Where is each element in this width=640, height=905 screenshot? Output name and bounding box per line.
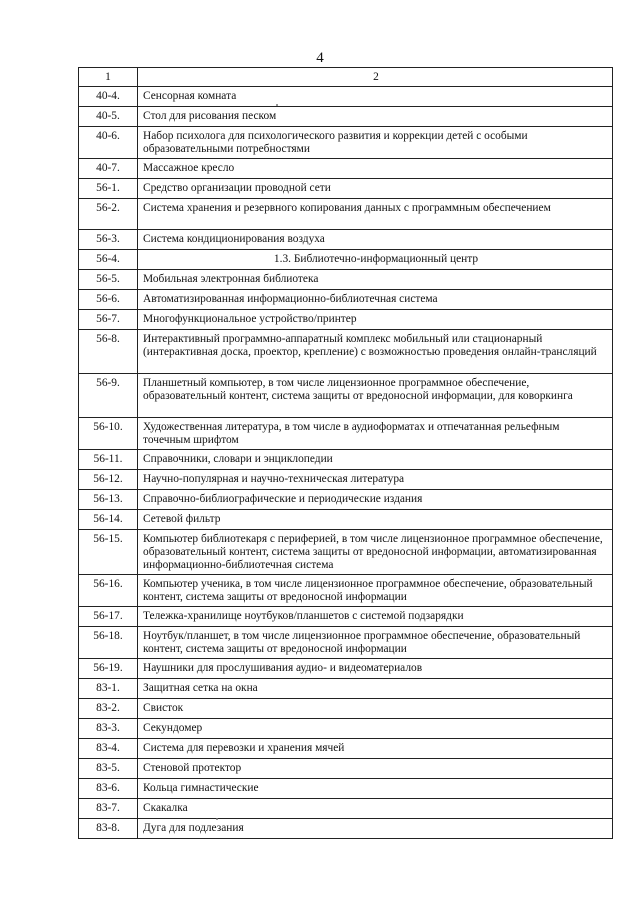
row-number: 83-1.: [79, 679, 138, 699]
row-number: 56-17.: [79, 607, 138, 627]
row-number: 83-6.: [79, 779, 138, 799]
row-number: 56-1.: [79, 179, 138, 199]
row-number: 83-5.: [79, 759, 138, 779]
item-name: Планшетный компьютер, в том числе лицензионное программное обеспечение, образовательный контент, система защиты от вредоносной информации, для коворкинга: [138, 374, 613, 418]
row-number: 56-15.: [79, 530, 138, 575]
section-heading: 1.3. Библиотечно-информационный центр: [138, 250, 613, 270]
row-number: 56-8.: [79, 330, 138, 374]
table-row: [79, 199, 613, 230]
row-number: 83-2.: [79, 699, 138, 719]
item-name: Скакалка: [138, 799, 613, 819]
row-number: 40-6.: [79, 127, 138, 159]
table-row: [79, 490, 613, 510]
table-row: [79, 250, 613, 270]
row-number: 56-2.: [79, 199, 138, 230]
item-name: Дуга для подлезания: [138, 819, 613, 839]
item-name: Ноутбук/планшет, в том числе лицензионное программное обеспечение, образовательный контент, система защиты от вредоносной информации: [138, 627, 613, 659]
table-row: [79, 450, 613, 470]
row-number: 56-3.: [79, 230, 138, 250]
item-name: Сенсорная комната: [138, 87, 613, 107]
item-name: Стеновой протектор: [138, 759, 613, 779]
table-row: [79, 575, 613, 607]
table-row: [79, 179, 613, 199]
row-number: 83-8.: [79, 819, 138, 839]
item-name: Автоматизированная информационно-библиотечная система: [138, 290, 613, 310]
item-name: Мобильная электронная библиотека: [138, 270, 613, 290]
item-name: Кольца гимнастические: [138, 779, 613, 799]
row-number: 83-4.: [79, 739, 138, 759]
table-row: [79, 87, 613, 107]
row-number: 56-11.: [79, 450, 138, 470]
item-name: Свисток: [138, 699, 613, 719]
table-row: [79, 159, 613, 179]
row-number: 56-9.: [79, 374, 138, 418]
row-number: 40-7.: [79, 159, 138, 179]
scan-speck: [216, 818, 218, 820]
row-number: 56-14.: [79, 510, 138, 530]
table-row: [79, 374, 613, 418]
table-row: [79, 759, 613, 779]
table-row: [79, 290, 613, 310]
item-name: Справочно-библиографические и периодические издания: [138, 490, 613, 510]
row-number: 56-4.: [79, 250, 138, 270]
table-row: [79, 330, 613, 374]
header-col-1: 1: [79, 68, 138, 87]
row-number: 56-12.: [79, 470, 138, 490]
table-row: [79, 270, 613, 290]
item-name: Справочники, словари и энциклопедии: [138, 450, 613, 470]
item-name: Компьютер ученика, в том числе лицензионное программное обеспечение, образовательный контент, система защиты от вредоносной информации: [138, 575, 613, 607]
row-number: 56-18.: [79, 627, 138, 659]
table-row: [79, 739, 613, 759]
equipment-table-body: [79, 68, 613, 839]
table-row: [79, 779, 613, 799]
item-name: Система кондиционирования воздуха: [138, 230, 613, 250]
item-name: Средство организации проводной сети: [138, 179, 613, 199]
row-number: 56-5.: [79, 270, 138, 290]
table-row: [79, 418, 613, 450]
table-row: [79, 607, 613, 627]
table-row: [79, 819, 613, 839]
table-row: [79, 719, 613, 739]
item-name: Система хранения и резервного копирования данных с программным обеспечением: [138, 199, 613, 230]
item-name: Защитная сетка на окна: [138, 679, 613, 699]
item-name: Художественная литература, в том числе в аудиоформатах и отпечатанная рельефным точечным шрифтом: [138, 418, 613, 450]
table-row: [79, 530, 613, 575]
table-row: [79, 679, 613, 699]
table-row: [79, 470, 613, 490]
header-col-2: 2: [138, 68, 613, 87]
table-header-row: [79, 68, 613, 87]
item-name: Сетевой фильтр: [138, 510, 613, 530]
table-row: [79, 230, 613, 250]
table-row: [79, 799, 613, 819]
row-number: 56-19.: [79, 659, 138, 679]
row-number: 40-4.: [79, 87, 138, 107]
row-number: 40-5.: [79, 107, 138, 127]
item-name: Система для перевозки и хранения мячей: [138, 739, 613, 759]
item-name: Стол для рисования песком: [138, 107, 613, 127]
row-number: 83-3.: [79, 719, 138, 739]
table-row: [79, 699, 613, 719]
item-name: Научно-популярная и научно-техническая литература: [138, 470, 613, 490]
scan-speck: [276, 104, 278, 106]
row-number: 56-10.: [79, 418, 138, 450]
row-number: 83-7.: [79, 799, 138, 819]
equipment-table: [78, 67, 613, 839]
table-row: [79, 627, 613, 659]
table-row: [79, 107, 613, 127]
row-number: 56-7.: [79, 310, 138, 330]
item-name: Компьютер библиотекаря с периферией, в том числе лицензионное программное обеспечение, образовательный контент, система защиты от вредоносной информации, автоматизированная информационно-библиотечная система: [138, 530, 613, 575]
item-name: Тележка-хранилище ноутбуков/планшетов с системой подзарядки: [138, 607, 613, 627]
table-row: [79, 310, 613, 330]
row-number: 56-6.: [79, 290, 138, 310]
item-name: Многофункциональное устройство/принтер: [138, 310, 613, 330]
row-number: 56-13.: [79, 490, 138, 510]
item-name: Массажное кресло: [138, 159, 613, 179]
row-number: 56-16.: [79, 575, 138, 607]
table-row: [79, 127, 613, 159]
item-name: Набор психолога для психологического развития и коррекции детей с особыми образовательными потребностями: [138, 127, 613, 159]
table-row: [79, 510, 613, 530]
item-name: Секундомер: [138, 719, 613, 739]
item-name: Наушники для прослушивания аудио- и видеоматериалов: [138, 659, 613, 679]
item-name: Интерактивный программно-аппаратный комплекс мобильный или стационарный (интерактивная доска, проектор, крепление) с возможностью проведения онлайн-трансляций: [138, 330, 613, 374]
table-row: [79, 659, 613, 679]
page-number: 4: [316, 50, 324, 66]
